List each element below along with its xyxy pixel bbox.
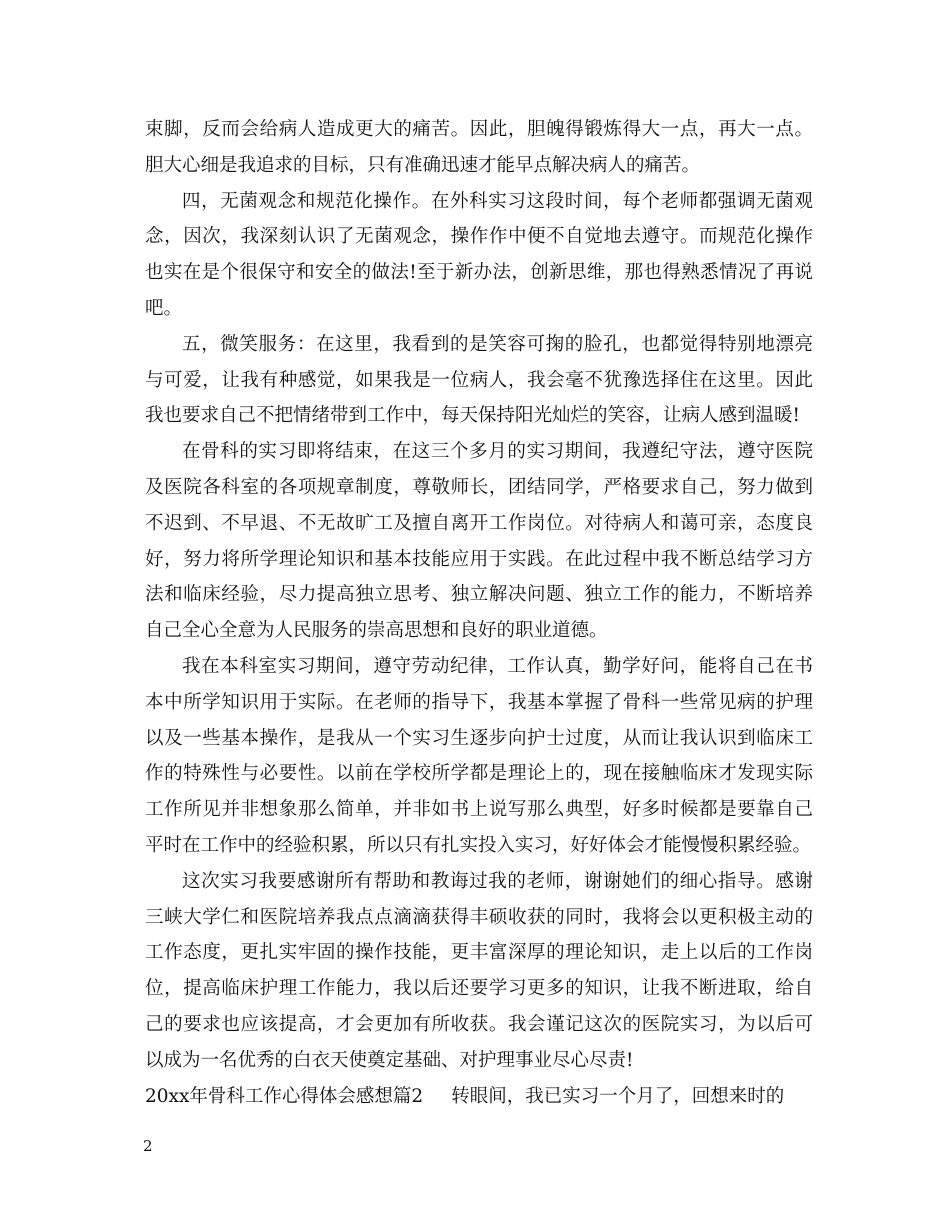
text-line: 己的要求也应该提高，才会更加有所收获。我会谨记这次的医院实习，为以后可 [145, 1013, 813, 1035]
article-heading-line [145, 1079, 813, 1115]
text-line: 胆大心细是我追求的目标，只有准确迅速才能早点解决病人的痛苦。 [145, 154, 701, 176]
text-line: 三峡大学仁和医院培养我点点滴滴获得丰硕收获的同时，我将会以更积极主动的 [145, 906, 813, 928]
text-line: 不迟到、不早退、不无故旷工及擅自离开工作岗位。对待病人和蔼可亲，态度良 [145, 512, 813, 534]
text-line: 这次实习我要感谢所有帮助和教诲过我的老师，谢谢她们的细心指导。感谢 [182, 870, 813, 892]
text-line: 法和临床经验，尽力提高独立思考、独立解决问题、独立工作的能力，不断培养 [145, 584, 813, 606]
text-line: 以及一些基本操作，是我从一个实习生逐步向护士过度，从而让我认识到临床工 [145, 727, 813, 749]
text-line: 也实在是个很保守和安全的做法!至于新办法，创新思维，那也得熟悉情况了再说 [145, 262, 813, 284]
article-opening-text: 转眼间，我已实习一个月了，回想来时的 [451, 1085, 785, 1107]
text-line: 位，提高临床护理工作能力，我以后还要学习更多的知识，让我不断进取，给自 [145, 978, 813, 1000]
text-line: 念，因次，我深刻认识了无菌观念，操作作中便不自觉地去遵守。而规范化操作 [145, 226, 813, 248]
text-line: 工作态度，更扎实牢固的操作技能，更丰富深厚的理论知识，走上以后的工作岗 [145, 942, 813, 964]
text-line: 我也要求自己不把情绪带到工作中，每天保持阳光灿烂的笑容，让病人感到温暖! [145, 405, 800, 427]
text-line: 吧。 [145, 297, 183, 319]
article-title: 20xx年骨科工作心得体会感想篇2 [145, 1085, 424, 1107]
text-line: 以成为一名优秀的白衣天使奠定基础、对护理事业尽心尽责! [145, 1049, 634, 1071]
text-line: 作的特殊性与必要性。以前在学校所学都是理论上的，现在接触临床才发现实际 [145, 763, 813, 785]
text-line: 及医院各科室的各项规章制度，尊敬师长，团结同学，严格要求自己，努力做到 [145, 476, 813, 498]
text-line: 与可爱，让我有种感觉，如果我是一位病人，我会毫不犹豫选择住在这里。因此 [145, 369, 813, 391]
text-line: 工作所见并非想象那么简单，并非如书上说写那么典型，好多时候都是要靠自己 [145, 799, 813, 821]
document-body [145, 112, 813, 1114]
text-line: 好，努力将所学理论知识和基本技能应用于实践。在此过程中我不断总结学习方 [145, 548, 813, 570]
page-number: 2 [143, 1137, 153, 1155]
text-line: 本中所学知识用于实际。在老师的指导下，我基本掌握了骨科一些常见病的护理 [145, 691, 813, 713]
text-line: 在骨科的实习即将结束，在这三个多月的实习期间，我遵纪守法，遵守医院 [182, 441, 813, 463]
text-line: 束脚，反而会给病人造成更大的痛苦。因此，胆魄得锻炼得大一点，再大一点。 [145, 119, 813, 140]
text-line: 四，无菌观念和规范化操作。在外科实习这段时间，每个老师都强调无菌观 [182, 190, 813, 212]
text-line: 平时在工作中的经验积累，所以只有扎实投入实习，好好体会才能慢慢积累经验。 [145, 834, 812, 856]
text-line: 我在本科室实习期间，遵守劳动纪律，工作认真，勤学好问，能将自己在书 [182, 655, 813, 677]
text-line: 自己全心全意为人民服务的崇高思想和良好的职业道德。 [145, 620, 608, 642]
text-line: 五，微笑服务：在这里，我看到的是笑容可掬的脸孔，也都觉得特别地漂亮 [182, 333, 813, 355]
